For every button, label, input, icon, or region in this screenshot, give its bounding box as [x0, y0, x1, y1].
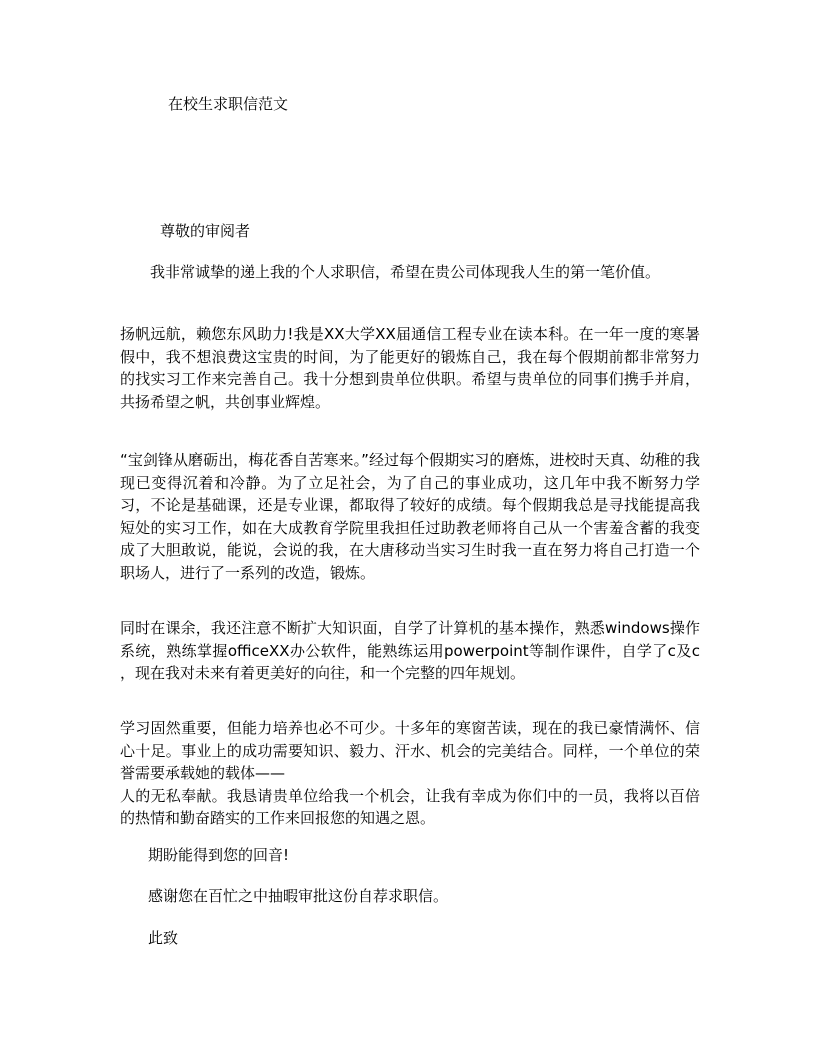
body-paragraph-4	[120, 717, 700, 830]
closing-thanks: 感谢您在百忙之中抽暇审批这份自荐求职信。	[148, 887, 449, 905]
closing-hope: 期盼能得到您的回音!	[148, 846, 290, 864]
body-paragraph-2: “宝剑锋从磨砺出，梅花香自苦寒来。”经过每个假期实习的磨炼，进校时天真、幼稚的我现已变得沉着和冷静。为了立足社会，为了自己的事业成功，这几年中我不断努力学习，不论是基础课，还是专业课，都取得了较好的成绩。每个假期我总是寻找能提高我短处的实习工作，如在大成教育学院里我担任过助教老师将自己从一个害羞含蓄的我变成了大胆敢说，能说，会说的我，在大唐移动当实习生时我一直在努力将自己打造一个职场人，进行了一系列的改造，锻炼。	[120, 451, 700, 582]
closing-regards: 此致	[148, 929, 179, 947]
document-title: 在校生求职信范文	[168, 95, 289, 113]
body-paragraph-4-part-1: 学习固然重要，但能力培养也必不可少。十多年的寒窗苦读，现在的我已豪情满怀、信心十足。事业上的成功需要知识、毅力、汗水、机会的完美结合。同样，一个单位的荣誉需要承载她的载体——	[120, 719, 700, 782]
body-paragraph-4-part-2: 人的无私奉献。我恳请贵单位给我一个机会，让我有幸成为你们中的一员，我将以百倍的热情和勤奋踏实的工作来回报您的知遇之恩。	[120, 786, 700, 827]
body-paragraph-1: 扬帆远航，赖您东风助力!我是XX大学XX届通信工程专业在读本科。在一年一度的寒暑假中，我不想浪费这宝贵的时间，为了能更好的锻炼自己，我在每个假期前都非常努力的找实习工作来完善自己。我十分想到贵单位供职。希望与贵单位的同事们携手并肩，共扬希望之帆，共创事业辉煌。	[120, 325, 700, 411]
body-paragraph-3: 同时在课余，我还注意不断扩大知识面，自学了计算机的基本操作，熟悉windows操作系统，熟练掌握officeXX办公软件，能熟练运用powerpoint等制作课件，自学了c及c ，现在我对未来有着更美好的向往，和一个完整的四年规划。	[120, 619, 700, 682]
intro-paragraph: 我非常诚挚的递上我的个人求职信，希望在贵公司体现我人生的第一笔价值。	[150, 263, 661, 281]
salutation: 尊敬的审阅者	[160, 222, 251, 240]
